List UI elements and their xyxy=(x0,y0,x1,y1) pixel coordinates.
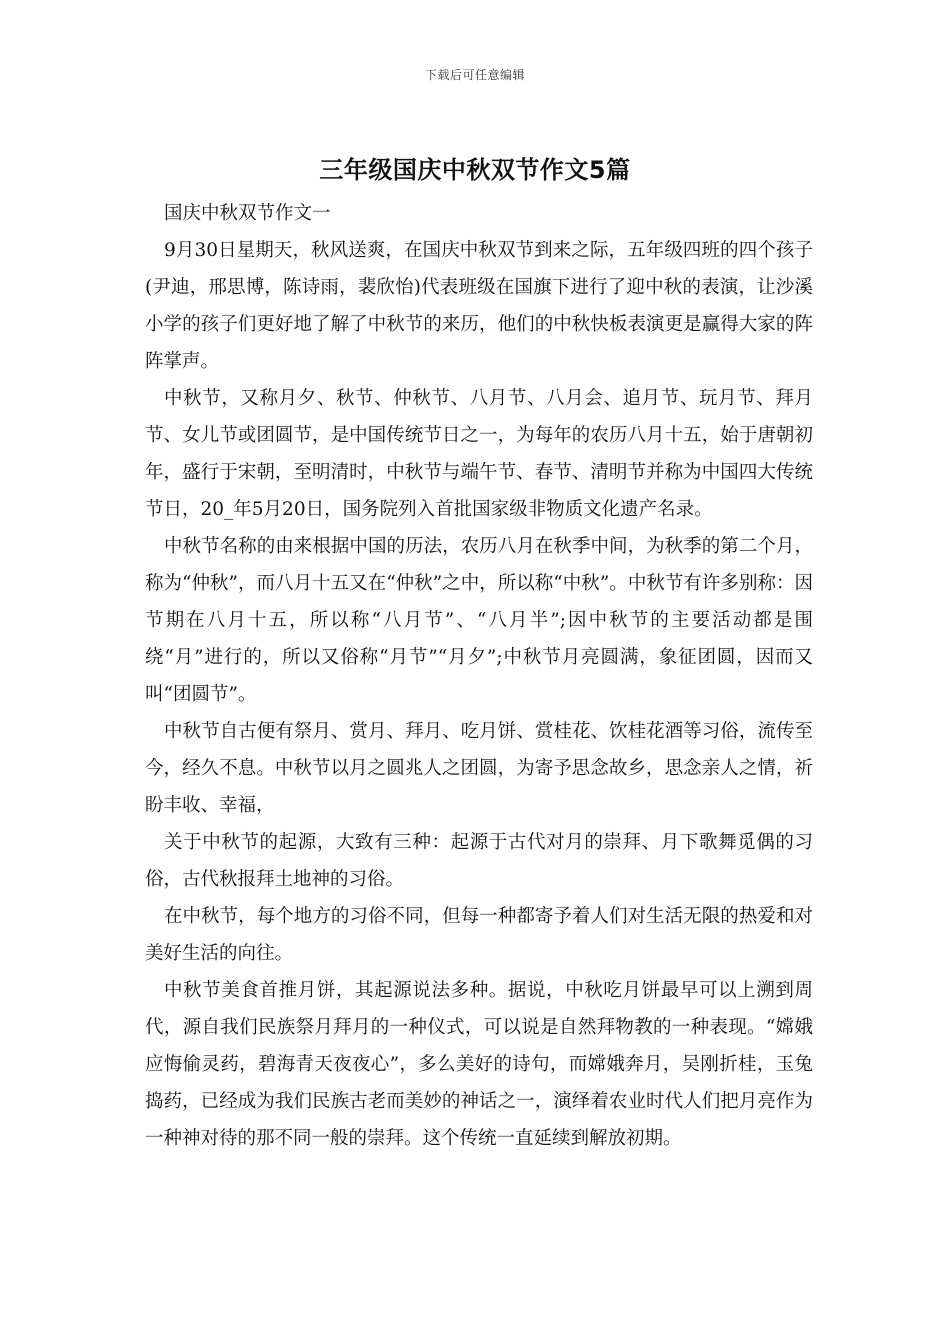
paragraph: 中秋节自古便有祭月、赏月、拜月、吃月饼、赏桂花、饮桂花酒等习俗，流传至今，经久不息。中秋节以月之圆兆人之团圆，为寄予思念故乡，思念亲人之情，祈盼丰收、幸福， xyxy=(145,721,813,816)
section-heading: 国庆中秋双节作文一 xyxy=(164,203,331,224)
header-note: 下载后可任意编辑 xyxy=(424,68,525,82)
document-body xyxy=(145,195,813,1157)
paragraph: 中秋节名称的由来根据中国的历法，农历八月在秋季中间，为秋季的第二个月，称为“仲秋”，而八月十五又在“仲秋”之中，所以称“中秋”。中秋节有许多别称：因节期在八月十五，所以称“八月节”、“八月半”;因中秋节的主要活动都是围绕“月”进行的，所以又俗称“月节”“月夕”;中秋节月亮圆满，象征团圆，因而又叫“团圆节”。 xyxy=(145,536,813,705)
paragraph: 9月30日星期天，秋风送爽，在国庆中秋双节到来之际，五年级四班的四个孩子(尹迪，邢思博，陈诗雨，裴欣怡)代表班级在国旗下进行了迎中秋的表演，让沙溪小学的孩子们更好地了解了中秋节的来历，他们的中秋快板表演更是赢得大家的阵阵掌声。 xyxy=(145,240,813,372)
paragraph: 中秋节美食首推月饼，其起源说法多种。据说，中秋吃月饼最早可以上溯到周代，源自我们民族祭月拜月的一种仪式，可以说是自然拜物教的一种表现。“嫦娥应悔偷灵药，碧海青天夜夜心”，多么美好的诗句，而嫦娥奔月，吴刚折桂，玉兔捣药，已经成为我们民族古老而美妙的神话之一，演绎着农业时代人们把月亮作为一种神对待的那不同一般的崇拜。这个传统一直延续到解放初期。 xyxy=(145,980,813,1149)
document-title: 三年级国庆中秋双节作文5篇 xyxy=(319,156,631,184)
paragraph: 关于中秋节的起源，大致有三种：起源于古代对月的崇拜、月下歌舞觅偶的习俗，古代秋报拜土地神的习俗。 xyxy=(145,832,813,890)
paragraph: 中秋节，又称月夕、秋节、仲秋节、八月节、八月会、追月节、玩月节、拜月节、女儿节或团圆节，是中国传统节日之一，为每年的农历八月十五，始于唐朝初年，盛行于宋朝，至明清时，中秋节与端午节、春节、清明节并称为中国四大传统节日，20_年5月20日，国务院列入首批国家级非物质文化遗产名录。 xyxy=(145,388,813,520)
paragraph: 在中秋节，每个地方的习俗不同，但每一种都寄予着人们对生活无限的热爱和对美好生活的向往。 xyxy=(145,906,813,964)
